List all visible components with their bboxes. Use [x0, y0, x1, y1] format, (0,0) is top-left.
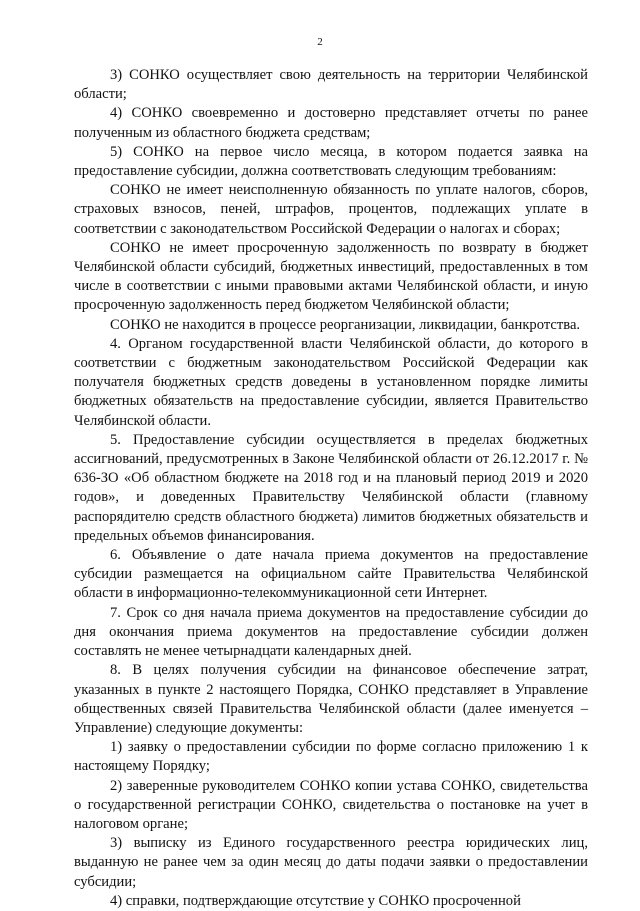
- paragraph-document-3: 3) выписку из Единого государственного реестра юридических лиц, выданную не ранее чем за один месяц до даты подачи заявки о предоставлении субсидии;: [74, 835, 588, 890]
- paragraph-section-7: 7. Срок со дня начала приема документов на предоставление субсидии до дня окончания приема документов на предоставление субсидии должен составлять не менее четырнадцати календарных дней.: [74, 604, 588, 660]
- paragraph-no-tax-debt: СОНКО не имеет неисполненную обязанность по уплате налогов, сборов, страховых взносов, пеней, штрафов, процентов, подлежащих уплате в соответствии с законодательством Российской Федерации о налогах и сборах;: [74, 182, 588, 237]
- paragraph-item-4-reports: 4) СОНКО своевременно и достоверно представляет отчеты по ранее полученным из областного бюджета средствам;: [74, 105, 588, 141]
- page-number: 2: [317, 36, 323, 48]
- paragraph-section-4: 4. Органом государственной власти Челябинской области, до которого в соответствии с бюджетным законодательством Российской Федерации как получателя бюджетных средств доведены в установленном порядке лимиты бюджетных обязательств на предоставление субсидии, является Правительство Челябинской области.: [74, 335, 588, 429]
- document-body: [74, 66, 588, 911]
- paragraph-document-4: 4) справки, подтверждающие отсутствие у СОНКО просроченной: [110, 892, 521, 909]
- paragraph-no-overdue-debt: СОНКО не имеет просроченную задолженность по возврату в бюджет Челябинской области субсидий, бюджетных инвестиций, предоставленных в том числе в соответствии с иными правовыми актами Челябинской области, и иную просроченную задолженность перед бюджетом Челябинской области;: [74, 239, 588, 314]
- paragraph-item-5-requirements: 5) СОНКО на первое число месяца, в котором подается заявка на предоставление субсидии, должна соответствовать следующим требованиям:: [74, 143, 588, 180]
- paragraph-no-reorganization: СОНКО не находится в процессе реорганизации, ликвидации, банкротства.: [110, 316, 581, 333]
- paragraph-section-8: 8. В целях получения субсидии на финансовое обеспечение затрат, указанных в пункте 2 настоящего Порядка, СОНКО представляет в Управление общественных связей Правительства Челябинской области (далее именуется – Управление) следующие документы:: [74, 662, 588, 736]
- paragraph-item-3-territory: 3) СОНКО осуществляет свою деятельность на территории Челябинской области;: [74, 67, 588, 103]
- paragraph-section-5: 5. Предоставление субсидии осуществляется в пределах бюджетных ассигнований, предусмотренных в Законе Челябинской области от 26.12.2017 г. № 636-ЗО «Об областном бюджете на 2018 год и на плановый период 2019 и 2020 годов», и доведенных Правительству Челябинской области (главному распорядителю средств областного бюджета) лимитов бюджетных обязательств и предельных объемов финансирования.: [74, 431, 588, 544]
- paragraph-document-2: 2) заверенные руководителем СОНКО копии устава СОНКО, свидетельства о государственной регистрации СОНКО, свидетельства о постановке на учет в налоговом органе;: [74, 777, 588, 832]
- paragraph-document-1: 1) заявку о предоставлении субсидии по форме согласно приложению 1 к настоящему Порядку;: [74, 739, 588, 775]
- paragraph-section-6: 6. Объявление о дате начала приема документов на предоставление субсидии размещается на официальном сайте Правительства Челябинской области в информационно-телекоммуникационной сети Интернет.: [74, 547, 588, 602]
